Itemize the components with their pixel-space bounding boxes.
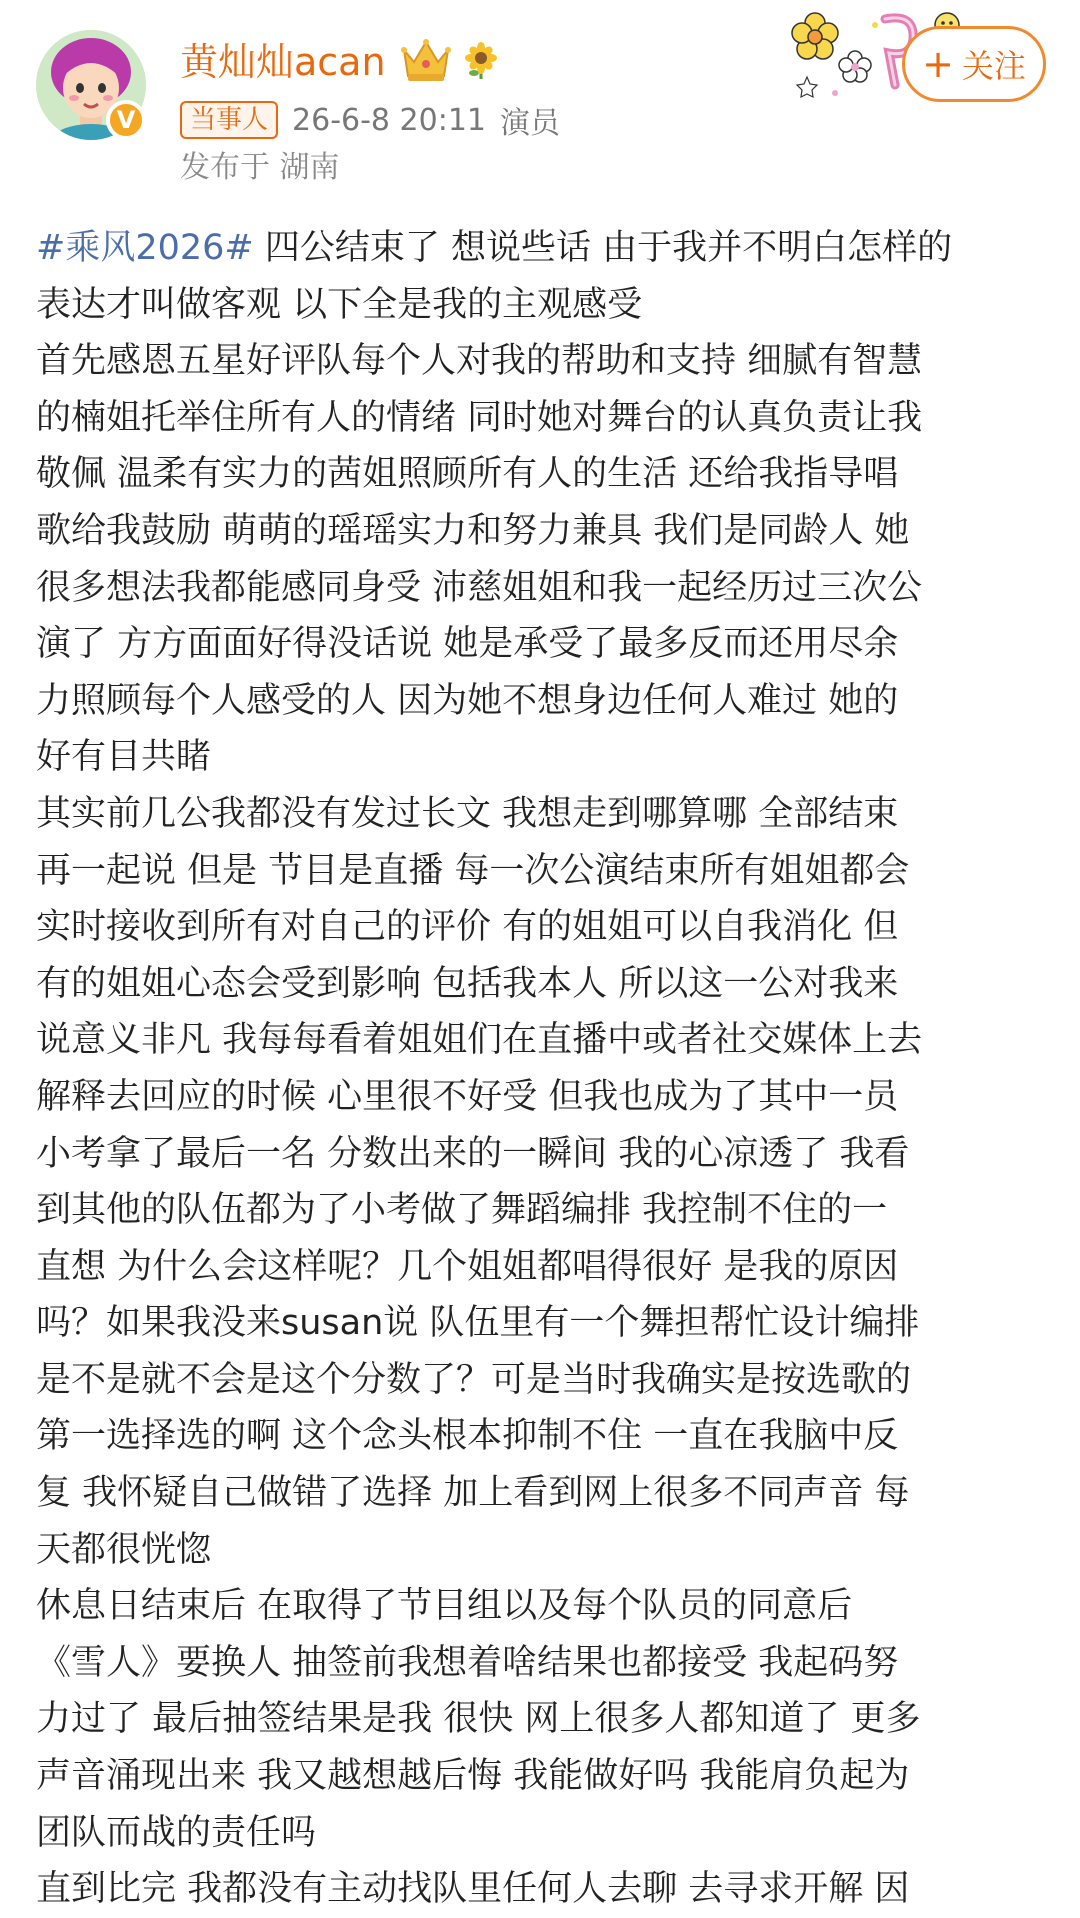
post-line: 首先感恩五星好评队每个人对我的帮助和支持 细腻有智慧 <box>36 341 923 382</box>
post-line: 表达才叫做客观 以下全是我的主观感受 <box>36 284 643 325</box>
post-line: 《雪人》要换人 抽签前我想着啥结果也都接受 我起码努 <box>36 1642 899 1683</box>
post-line: 力过了 最后抽签结果是我 很快 网上很多人都知道了 更多 <box>36 1699 921 1740</box>
post-line: 吗？如果我没来susan说 队伍里有一个舞担帮忙设计编排 <box>36 1303 920 1344</box>
plus-icon: + <box>922 42 954 86</box>
post-line: 天都很恍惚 <box>36 1529 212 1570</box>
post-line: 团队而战的责任吗 <box>36 1812 317 1853</box>
post-line: 说意义非凡 我每每看着姐姐们在直播中或者社交媒体上去 <box>36 1020 923 1061</box>
post-line: 直想 为什么会这样呢？几个姐姐都唱得很好 是我的原因 <box>36 1246 899 1287</box>
post-time: 26-6-8 20:11 <box>292 102 487 138</box>
post-body <box>36 220 1046 1918</box>
post-line: 的楠姐托举住所有人的情绪 同时她对舞台的认真负责让我 <box>36 397 923 438</box>
post-line: 敬佩 温柔有实力的茜姐照顾所有人的生活 还给我指导唱 <box>36 454 899 495</box>
post-line: 歌给我鼓励 萌萌的瑶瑶实力和努力兼具 我们是同龄人 她 <box>36 510 910 551</box>
post-line: 休息日结束后 在取得了节目组以及每个队员的同意后 <box>36 1586 853 1627</box>
post-line: 解释去回应的时候 心里很不好受 但我也成为了其中一员 <box>36 1076 899 1117</box>
post-line: 有的姐姐心态会受到影响 包括我本人 所以这一公对我来 <box>36 963 899 1004</box>
post-line: 小考拿了最后一名 分数出来的一瞬间 我的心凉透了 我看 <box>36 1133 910 1174</box>
post-line: 再一起说 但是 节目是直播 每一次公演结束所有姐姐都会 <box>36 850 910 891</box>
topic-hashtag[interactable]: #乘风2026# <box>36 228 254 268</box>
crown-icon <box>400 36 452 84</box>
post-line: 复 我怀疑自己做错了选择 加上看到网上很多不同声音 每 <box>36 1473 910 1514</box>
follow-button[interactable] <box>902 26 1046 102</box>
verified-badge-icon: V <box>106 100 146 140</box>
user-name[interactable]: 黄灿灿acan <box>180 40 386 84</box>
post-line: 演了 方方面面好得没话说 她是承受了最多反而还用尽余 <box>36 624 899 665</box>
post-line: 直到比完 我都没有主动找队里任何人去聊 去寻求开解 因 <box>36 1869 910 1910</box>
identity-tag: 当事人 <box>180 101 278 139</box>
post-line: 好有目共睹 <box>36 737 212 778</box>
post-line-text: 四公结束了 想说些话 由于我并不明白怎样的 <box>253 228 953 268</box>
follow-label: 关注 <box>961 47 1026 85</box>
user-role: 演员 <box>500 106 561 141</box>
post-line: 声音涌现出来 我又越想越后悔 我能做好吗 我能肩负起为 <box>36 1756 910 1797</box>
post-header <box>0 0 1080 190</box>
post-line: 到其他的队伍都为了小考做了舞蹈编排 我控制不住的一 <box>36 1190 888 1231</box>
post-line: 很多想法我都能感同身受 沛慈姐姐和我一起经历过三次公 <box>36 567 923 608</box>
post-line: 是不是就不会是这个分数了？可是当时我确实是按选歌的 <box>36 1359 912 1400</box>
post-line: 其实前几公我都没有发过长文 我想走到哪算哪 全部结束 <box>36 793 899 834</box>
sunflower-icon <box>462 42 500 80</box>
post-line: 力照顾每个人感受的人 因为她不想身边任何人难过 她的 <box>36 680 899 721</box>
post-line <box>36 220 1046 277</box>
post-line: 第一选择选的啊 这个念头根本抑制不住 一直在我脑中反 <box>36 1416 899 1457</box>
post-meta <box>180 100 560 140</box>
post-location: 发布于 湖南 <box>180 150 340 185</box>
post-line: 实时接收到所有对自己的评价 有的姐姐可以自我消化 但 <box>36 907 899 948</box>
